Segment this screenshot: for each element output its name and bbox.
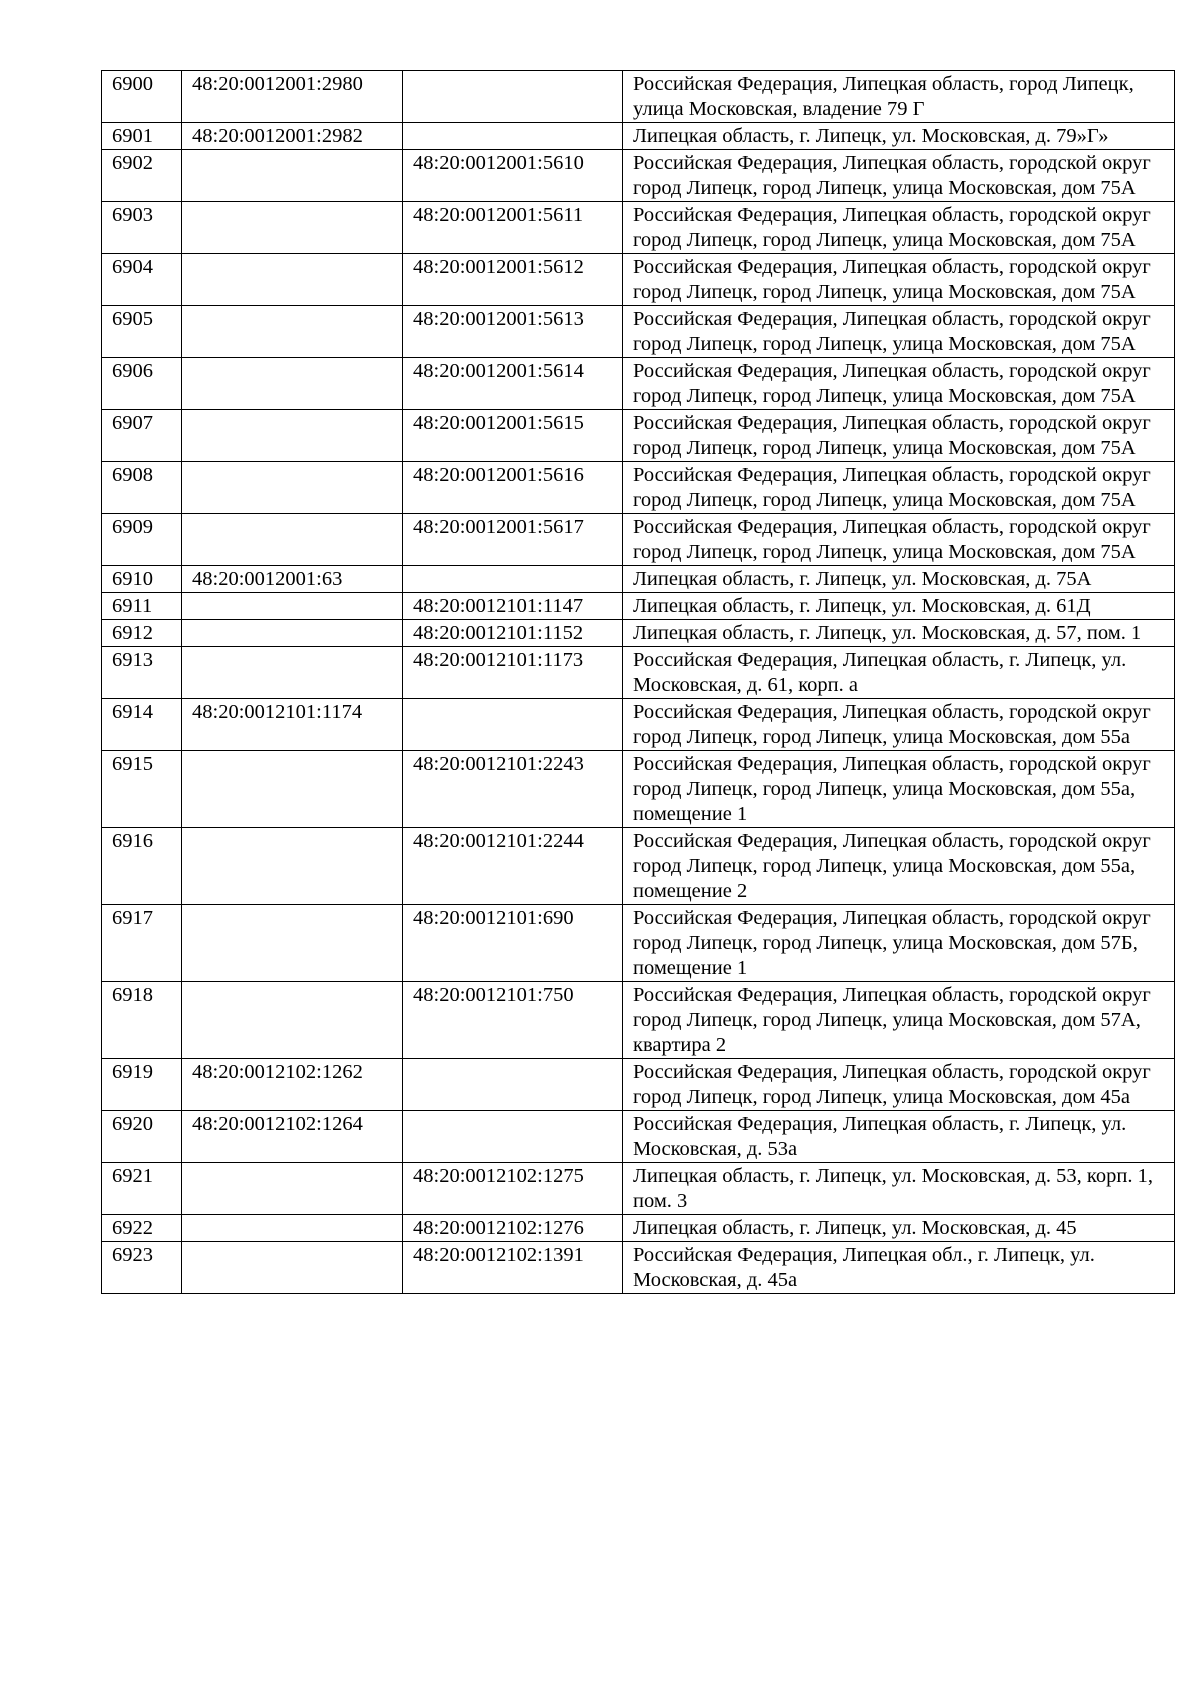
address-cell: Липецкая область, г. Липецк, ул. Московская, д. 57, пом. 1 <box>623 620 1175 647</box>
row-number-cell: 6915 <box>102 751 182 828</box>
object-cadastral-number-cell <box>403 123 623 150</box>
land-parcel-cadastral-number-cell <box>182 1242 403 1294</box>
table-row <box>102 647 1175 699</box>
land-parcel-cadastral-number-cell <box>182 358 403 410</box>
table-row <box>102 566 1175 593</box>
row-number-cell: 6905 <box>102 306 182 358</box>
table-row <box>102 1242 1175 1294</box>
address-cell: Липецкая область, г. Липецк, ул. Московская, д. 45 <box>623 1215 1175 1242</box>
object-cadastral-number-cell: 48:20:0012101:1147 <box>403 593 623 620</box>
row-number-cell: 6908 <box>102 462 182 514</box>
table-row <box>102 620 1175 647</box>
object-cadastral-number-cell: 48:20:0012001:5614 <box>403 358 623 410</box>
address-cell: Российская Федерация, Липецкая область, городской округ город Липецк, город Липецк, улица Московская, дом 75А <box>623 514 1175 566</box>
object-cadastral-number-cell: 48:20:0012102:1391 <box>403 1242 623 1294</box>
address-cell: Российская Федерация, Липецкая область, городской округ город Липецк, город Липецк, улица Московская, дом 75А <box>623 306 1175 358</box>
object-cadastral-number-cell: 48:20:0012101:750 <box>403 982 623 1059</box>
row-number-cell: 6901 <box>102 123 182 150</box>
land-parcel-cadastral-number-cell <box>182 202 403 254</box>
object-cadastral-number-cell: 48:20:0012101:2243 <box>403 751 623 828</box>
land-parcel-cadastral-number-cell <box>182 1163 403 1215</box>
address-cell: Российская Федерация, Липецкая область, городской округ город Липецк, город Липецк, улица Московская, дом 75А <box>623 358 1175 410</box>
land-parcel-cadastral-number-cell <box>182 828 403 905</box>
object-cadastral-number-cell <box>403 566 623 593</box>
row-number-cell: 6909 <box>102 514 182 566</box>
object-cadastral-number-cell: 48:20:0012001:5616 <box>403 462 623 514</box>
object-cadastral-number-cell: 48:20:0012101:1173 <box>403 647 623 699</box>
land-parcel-cadastral-number-cell: 48:20:0012001:2982 <box>182 123 403 150</box>
row-number-cell: 6902 <box>102 150 182 202</box>
object-cadastral-number-cell: 48:20:0012001:5610 <box>403 150 623 202</box>
object-cadastral-number-cell: 48:20:0012001:5612 <box>403 254 623 306</box>
land-parcel-cadastral-number-cell <box>182 982 403 1059</box>
row-number-cell: 6912 <box>102 620 182 647</box>
land-parcel-cadastral-number-cell: 48:20:0012001:2980 <box>182 71 403 123</box>
address-cell: Российская Федерация, Липецкая область, г. Липецк, ул. Московская, д. 53а <box>623 1111 1175 1163</box>
row-number-cell: 6921 <box>102 1163 182 1215</box>
table-row <box>102 593 1175 620</box>
table-row <box>102 1163 1175 1215</box>
land-parcel-cadastral-number-cell: 48:20:0012001:63 <box>182 566 403 593</box>
land-parcel-cadastral-number-cell <box>182 647 403 699</box>
land-parcel-cadastral-number-cell <box>182 514 403 566</box>
object-cadastral-number-cell <box>403 1059 623 1111</box>
address-cell: Российская Федерация, Липецкая область, г. Липецк, ул. Московская, д. 61, корп. а <box>623 647 1175 699</box>
row-number-cell: 6916 <box>102 828 182 905</box>
table-row <box>102 1215 1175 1242</box>
table-row <box>102 202 1175 254</box>
table-row <box>102 982 1175 1059</box>
land-parcel-cadastral-number-cell: 48:20:0012102:1262 <box>182 1059 403 1111</box>
row-number-cell: 6900 <box>102 71 182 123</box>
row-number-cell: 6910 <box>102 566 182 593</box>
address-cell: Российская Федерация, Липецкая область, городской округ город Липецк, город Липецк, улица Московская, дом 55а, помещение 2 <box>623 828 1175 905</box>
table-row <box>102 358 1175 410</box>
address-cell: Российская Федерация, Липецкая область, городской округ город Липецк, город Липецк, улица Московская, дом 55а, помещение 1 <box>623 751 1175 828</box>
row-number-cell: 6906 <box>102 358 182 410</box>
table-row <box>102 514 1175 566</box>
table-row <box>102 1111 1175 1163</box>
table-row <box>102 254 1175 306</box>
table-row <box>102 71 1175 123</box>
table-row <box>102 828 1175 905</box>
row-number-cell: 6922 <box>102 1215 182 1242</box>
row-number-cell: 6911 <box>102 593 182 620</box>
address-cell: Липецкая область, г. Липецк, ул. Московская, д. 61Д <box>623 593 1175 620</box>
row-number-cell: 6920 <box>102 1111 182 1163</box>
table-row <box>102 699 1175 751</box>
object-cadastral-number-cell: 48:20:0012001:5615 <box>403 410 623 462</box>
address-cell: Российская Федерация, Липецкая область, городской округ город Липецк, город Липецк, улица Московская, дом 75А <box>623 254 1175 306</box>
object-cadastral-number-cell: 48:20:0012001:5613 <box>403 306 623 358</box>
land-parcel-cadastral-number-cell <box>182 410 403 462</box>
object-cadastral-number-cell: 48:20:0012101:690 <box>403 905 623 982</box>
address-cell: Липецкая область, г. Липецк, ул. Московская, д. 75А <box>623 566 1175 593</box>
object-cadastral-number-cell <box>403 699 623 751</box>
object-cadastral-number-cell: 48:20:0012101:2244 <box>403 828 623 905</box>
object-cadastral-number-cell: 48:20:0012101:1152 <box>403 620 623 647</box>
land-parcel-cadastral-number-cell <box>182 593 403 620</box>
row-number-cell: 6914 <box>102 699 182 751</box>
address-cell: Российская Федерация, Липецкая обл., г. Липецк, ул. Московская, д. 45а <box>623 1242 1175 1294</box>
cadastral-registry-table <box>101 70 1175 1294</box>
address-cell: Липецкая область, г. Липецк, ул. Московская, д. 79»Г» <box>623 123 1175 150</box>
land-parcel-cadastral-number-cell <box>182 462 403 514</box>
address-cell: Российская Федерация, Липецкая область, город Липецк, улица Московская, владение 79 Г <box>623 71 1175 123</box>
row-number-cell: 6907 <box>102 410 182 462</box>
land-parcel-cadastral-number-cell <box>182 254 403 306</box>
land-parcel-cadastral-number-cell <box>182 751 403 828</box>
table-row <box>102 905 1175 982</box>
registry-table-body <box>102 71 1175 1294</box>
row-number-cell: 6919 <box>102 1059 182 1111</box>
land-parcel-cadastral-number-cell <box>182 905 403 982</box>
land-parcel-cadastral-number-cell <box>182 620 403 647</box>
address-cell: Липецкая область, г. Липецк, ул. Московская, д. 53, корп. 1, пом. 3 <box>623 1163 1175 1215</box>
address-cell: Российская Федерация, Липецкая область, городской округ город Липецк, город Липецк, улица Московская, дом 75А <box>623 410 1175 462</box>
address-cell: Российская Федерация, Липецкая область, городской округ город Липецк, город Липецк, улица Московская, дом 57Б, помещение 1 <box>623 905 1175 982</box>
table-row <box>102 150 1175 202</box>
row-number-cell: 6904 <box>102 254 182 306</box>
table-row <box>102 410 1175 462</box>
address-cell: Российская Федерация, Липецкая область, городской округ город Липецк, город Липецк, улица Московская, дом 55а <box>623 699 1175 751</box>
address-cell: Российская Федерация, Липецкая область, городской округ город Липецк, город Липецк, улица Московская, дом 75А <box>623 462 1175 514</box>
table-row <box>102 123 1175 150</box>
object-cadastral-number-cell: 48:20:0012102:1276 <box>403 1215 623 1242</box>
row-number-cell: 6913 <box>102 647 182 699</box>
object-cadastral-number-cell: 48:20:0012001:5617 <box>403 514 623 566</box>
land-parcel-cadastral-number-cell: 48:20:0012101:1174 <box>182 699 403 751</box>
address-cell: Российская Федерация, Липецкая область, городской округ город Липецк, город Липецк, улица Московская, дом 75А <box>623 150 1175 202</box>
row-number-cell: 6917 <box>102 905 182 982</box>
object-cadastral-number-cell: 48:20:0012001:5611 <box>403 202 623 254</box>
table-row <box>102 306 1175 358</box>
land-parcel-cadastral-number-cell: 48:20:0012102:1264 <box>182 1111 403 1163</box>
address-cell: Российская Федерация, Липецкая область, городской округ город Липецк, город Липецк, улица Московская, дом 45а <box>623 1059 1175 1111</box>
object-cadastral-number-cell: 48:20:0012102:1275 <box>403 1163 623 1215</box>
address-cell: Российская Федерация, Липецкая область, городской округ город Липецк, город Липецк, улица Московская, дом 57А, квартира 2 <box>623 982 1175 1059</box>
land-parcel-cadastral-number-cell <box>182 306 403 358</box>
table-row <box>102 1059 1175 1111</box>
table-row <box>102 751 1175 828</box>
row-number-cell: 6923 <box>102 1242 182 1294</box>
object-cadastral-number-cell <box>403 71 623 123</box>
row-number-cell: 6918 <box>102 982 182 1059</box>
address-cell: Российская Федерация, Липецкая область, городской округ город Липецк, город Липецк, улица Московская, дом 75А <box>623 202 1175 254</box>
table-row <box>102 462 1175 514</box>
object-cadastral-number-cell <box>403 1111 623 1163</box>
land-parcel-cadastral-number-cell <box>182 150 403 202</box>
row-number-cell: 6903 <box>102 202 182 254</box>
land-parcel-cadastral-number-cell <box>182 1215 403 1242</box>
